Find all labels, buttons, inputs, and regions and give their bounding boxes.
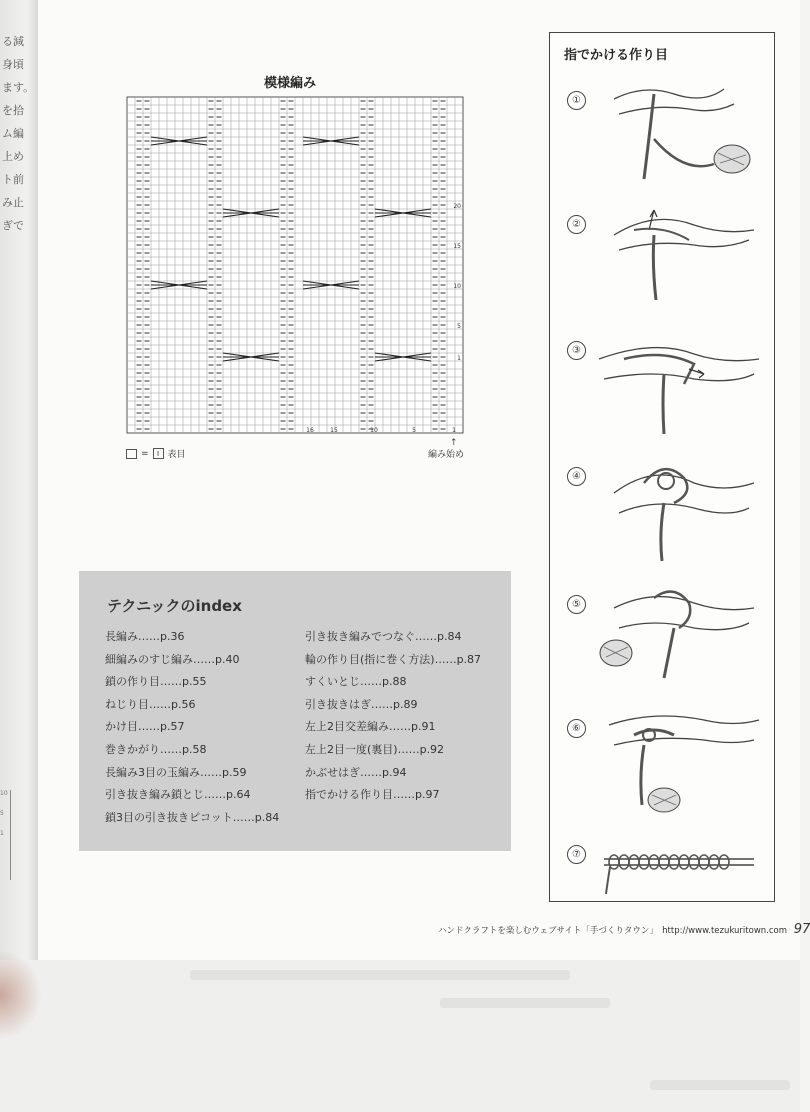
margin-line: ト前 (2, 173, 24, 186)
margin-line: る減 (2, 35, 24, 48)
step-number: ⑦ (567, 845, 586, 864)
index-item: 引き抜き編み鎖とじ……p.64 (105, 788, 251, 802)
index-item: かぶせはぎ……p.94 (305, 765, 407, 779)
index-item: 鎖3目の引き抜きピコット……p.84 (105, 810, 280, 824)
margin-line: ぎで (2, 219, 24, 232)
knit-symbol-icon (153, 448, 164, 459)
index-item: 左上2目一度(裏目)……p.92 (305, 742, 445, 756)
step-number: ⑤ (567, 595, 586, 614)
knitting-chart (122, 92, 472, 442)
bottom-bleed-through (0, 960, 800, 1112)
index-right-column (305, 628, 481, 809)
row-label: 15 (453, 243, 461, 250)
step-1-illustration (594, 79, 764, 189)
start-arrow: ↑ (450, 438, 458, 448)
step-number: ② (567, 215, 586, 234)
step-2-illustration (594, 205, 764, 305)
index-item: 細編みのすじ編み……p.40 (105, 652, 240, 666)
column-label: 1 (452, 427, 456, 434)
technique-index (79, 571, 511, 851)
margin-line: み止 (2, 196, 24, 209)
bleed-line (440, 998, 610, 1008)
page-number: 97 (793, 922, 810, 937)
row-label: 1 (457, 355, 461, 362)
column-label: 15 (330, 427, 338, 434)
legend-equals: = (141, 448, 149, 459)
row-label: 20 (453, 203, 461, 210)
cast-on-title: 指でかける作り目 (564, 48, 669, 63)
row-label: 10 (453, 283, 461, 290)
column-label: 5 (412, 427, 416, 434)
start-label: 編み始め (428, 450, 465, 460)
step-3-illustration (594, 329, 764, 439)
index-item: 長編み……p.36 (105, 630, 185, 643)
left-page-edge (0, 0, 38, 1112)
step-4-illustration (594, 453, 764, 563)
index-item: 長編み3目の玉編み……p.59 (105, 765, 247, 779)
index-item: 鎖の作り目……p.55 (105, 675, 207, 689)
chart-legend (126, 447, 186, 460)
index-left-column (105, 628, 279, 831)
column-label: 16 (306, 427, 314, 434)
margin-line: ム編 (2, 127, 24, 140)
column-label: 10 (370, 427, 378, 434)
cast-on-instructions (549, 32, 775, 902)
facing-page-text (2, 30, 35, 237)
margin-line: ます。 (2, 81, 35, 94)
bleed-line (650, 1080, 790, 1090)
margin-line: 身頃 (2, 58, 24, 71)
margin-line: を拾 (2, 104, 24, 117)
index-item: 引き抜きはぎ……p.89 (305, 697, 418, 711)
margin-line: 上め (2, 150, 24, 163)
thumb-shadow (0, 950, 42, 1040)
index-item: 指でかける作り目……p.97 (305, 788, 440, 802)
index-item: かけ目……p.57 (105, 720, 185, 734)
step-number: ③ (567, 341, 586, 360)
index-item: 左上2目交差編み……p.91 (305, 720, 436, 734)
legend-symbol: I (157, 449, 160, 458)
facing-page-ruler (0, 790, 11, 880)
footer-text: ハンドクラフトを楽しむウェブサイト「手づくりタウン」 http://www.tezukuritown.com (438, 926, 788, 936)
page-footer (438, 922, 810, 937)
index-item: 輪の作り目(指に巻く方法)……p.87 (305, 652, 482, 666)
bleed-line (190, 970, 570, 980)
step-number: ④ (567, 467, 586, 486)
index-item: ねじり目……p.56 (105, 697, 196, 711)
row-label: 5 (457, 323, 461, 330)
legend-text: 表目 (167, 450, 186, 460)
index-title: テクニックのindex (107, 597, 242, 615)
index-item: 巻きかがり……p.58 (105, 742, 207, 756)
step-5-illustration (594, 573, 764, 683)
blank-square-icon (126, 449, 137, 459)
ruler-tick: 5 (0, 810, 4, 817)
step-number: ⑥ (567, 719, 586, 738)
chart-title: 模様編み (263, 76, 316, 91)
step-6-illustration (594, 705, 764, 815)
index-item: 引き抜き編みでつなぐ……p.84 (305, 630, 462, 643)
ruler-tick: 1 (0, 830, 4, 837)
index-item: すくいとじ……p.88 (305, 675, 407, 689)
step-7-illustration (594, 839, 764, 899)
step-number: ① (567, 91, 586, 110)
ruler-tick: 10 (0, 790, 8, 797)
